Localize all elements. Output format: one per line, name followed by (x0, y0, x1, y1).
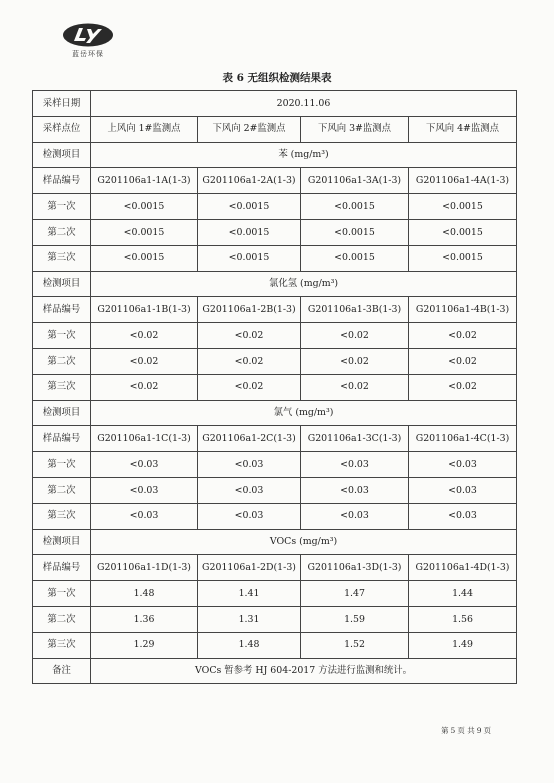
item-name: 苯 (mg/m³) (91, 142, 517, 168)
sample-no: G201106a1-2B(1-3) (198, 297, 301, 323)
result-value: 1.52 (301, 632, 409, 658)
sample-no: G201106a1-1D(1-3) (91, 555, 198, 581)
result-value: 1.47 (301, 581, 409, 607)
item-label: 检测项目 (33, 142, 91, 168)
result-value: <0.03 (409, 477, 517, 503)
table-row (33, 194, 517, 220)
result-value: <0.02 (91, 374, 198, 400)
result-value: <0.0015 (409, 219, 517, 245)
sampling-point-1: 上风向 1#监测点 (91, 116, 198, 142)
result-value: 1.31 (198, 606, 301, 632)
sample-no: G201106a1-3B(1-3) (301, 297, 409, 323)
table-row (33, 581, 517, 607)
result-value: <0.02 (409, 348, 517, 374)
result-value: <0.02 (198, 348, 301, 374)
round-label: 第二次 (33, 219, 91, 245)
table-title: 表 6 无组织检测结果表 (222, 72, 332, 84)
table-row (33, 271, 517, 297)
table-row (33, 374, 517, 400)
result-value: <0.03 (198, 503, 301, 529)
result-value: <0.0015 (91, 245, 198, 271)
round-label: 第二次 (33, 606, 91, 632)
sample-no: G201106a1-1C(1-3) (91, 426, 198, 452)
result-value: 1.29 (91, 632, 198, 658)
table-row (33, 529, 517, 555)
table-row (33, 323, 517, 349)
result-value: 1.48 (91, 581, 198, 607)
result-value: <0.02 (301, 374, 409, 400)
round-label: 第三次 (33, 632, 91, 658)
result-value: <0.0015 (91, 219, 198, 245)
sample-no-label: 样品编号 (33, 426, 91, 452)
sampling-date-value: 2020.11.06 (91, 91, 517, 117)
table-row (33, 632, 517, 658)
sampling-point-2: 下风向 2#监测点 (198, 116, 301, 142)
table-row (33, 219, 517, 245)
result-value: <0.03 (198, 477, 301, 503)
result-value: <0.0015 (409, 245, 517, 271)
result-value: <0.0015 (301, 245, 409, 271)
result-value: 1.49 (409, 632, 517, 658)
table-row (33, 91, 517, 117)
table-row (33, 400, 517, 426)
sample-no: G201106a1-1B(1-3) (91, 297, 198, 323)
sample-no: G201106a1-2C(1-3) (198, 426, 301, 452)
result-value: <0.03 (91, 452, 198, 478)
table-row (33, 142, 517, 168)
sampling-date-label: 采样日期 (33, 91, 91, 117)
table-row (33, 477, 517, 503)
sample-no: G201106a1-3A(1-3) (301, 168, 409, 194)
result-value: <0.0015 (91, 194, 198, 220)
table-row (33, 348, 517, 374)
round-label: 第三次 (33, 374, 91, 400)
table-row (33, 297, 517, 323)
result-value: <0.0015 (198, 219, 301, 245)
remark-text: VOCs 暂参考 HJ 604-2017 方法进行监测和统计。 (91, 658, 517, 684)
result-value: 1.41 (198, 581, 301, 607)
result-value: <0.0015 (301, 219, 409, 245)
result-value: 1.36 (91, 606, 198, 632)
sample-no: G201106a1-4C(1-3) (409, 426, 517, 452)
sampling-point-3: 下风向 3#监测点 (301, 116, 409, 142)
result-value: <0.03 (301, 503, 409, 529)
round-label: 第一次 (33, 452, 91, 478)
result-value: 1.59 (301, 606, 409, 632)
result-value: <0.02 (301, 323, 409, 349)
ly-logo-icon (62, 22, 114, 48)
sample-no: G201106a1-4D(1-3) (409, 555, 517, 581)
result-value: <0.02 (198, 374, 301, 400)
result-value: <0.03 (301, 477, 409, 503)
sampling-point-4: 下风向 4#监测点 (409, 116, 517, 142)
table-row (33, 452, 517, 478)
result-value: <0.02 (198, 323, 301, 349)
result-value: <0.03 (91, 503, 198, 529)
round-label: 第一次 (33, 323, 91, 349)
result-value: <0.03 (409, 503, 517, 529)
sample-no-label: 样品编号 (33, 555, 91, 581)
sampling-point-label: 采样点位 (33, 116, 91, 142)
result-value: <0.03 (409, 452, 517, 478)
round-label: 第二次 (33, 348, 91, 374)
item-label: 检测项目 (33, 529, 91, 555)
result-value: <0.02 (91, 348, 198, 374)
result-value: 1.56 (409, 606, 517, 632)
round-label: 第三次 (33, 503, 91, 529)
result-value: <0.0015 (409, 194, 517, 220)
round-label: 第一次 (33, 194, 91, 220)
table-row (33, 168, 517, 194)
sample-no: G201106a1-2D(1-3) (198, 555, 301, 581)
sample-no-label: 样品编号 (33, 168, 91, 194)
table-row (33, 503, 517, 529)
result-value: <0.0015 (198, 245, 301, 271)
item-label: 检测项目 (33, 271, 91, 297)
results-table (32, 90, 517, 684)
sample-no: G201106a1-4A(1-3) (409, 168, 517, 194)
round-label: 第二次 (33, 477, 91, 503)
sample-no: G201106a1-2A(1-3) (198, 168, 301, 194)
table-row (33, 116, 517, 142)
table-row (33, 426, 517, 452)
page-footer: 第 5 页 共 9 页 (441, 726, 491, 735)
result-value: <0.02 (301, 348, 409, 374)
table-row (33, 606, 517, 632)
table-row (33, 658, 517, 684)
sample-no: G201106a1-4B(1-3) (409, 297, 517, 323)
remark-label: 备注 (33, 658, 91, 684)
result-value: <0.0015 (301, 194, 409, 220)
company-logo (60, 22, 116, 59)
table-row (33, 245, 517, 271)
sample-no: G201106a1-1A(1-3) (91, 168, 198, 194)
result-value: <0.02 (409, 323, 517, 349)
result-value: <0.03 (91, 477, 198, 503)
item-name: VOCs (mg/m³) (91, 529, 517, 555)
logo-caption: 蓝岳环保 (72, 50, 104, 58)
item-name: 氯化氢 (mg/m³) (91, 271, 517, 297)
sample-no-label: 样品编号 (33, 297, 91, 323)
sample-no: G201106a1-3C(1-3) (301, 426, 409, 452)
result-value: <0.03 (198, 452, 301, 478)
result-value: <0.02 (409, 374, 517, 400)
item-label: 检测项目 (33, 400, 91, 426)
item-name: 氯气 (mg/m³) (91, 400, 517, 426)
result-value: 1.44 (409, 581, 517, 607)
table-row (33, 555, 517, 581)
result-value: <0.03 (301, 452, 409, 478)
result-value: 1.48 (198, 632, 301, 658)
round-label: 第三次 (33, 245, 91, 271)
result-value: <0.0015 (198, 194, 301, 220)
result-value: <0.02 (91, 323, 198, 349)
sample-no: G201106a1-3D(1-3) (301, 555, 409, 581)
round-label: 第一次 (33, 581, 91, 607)
